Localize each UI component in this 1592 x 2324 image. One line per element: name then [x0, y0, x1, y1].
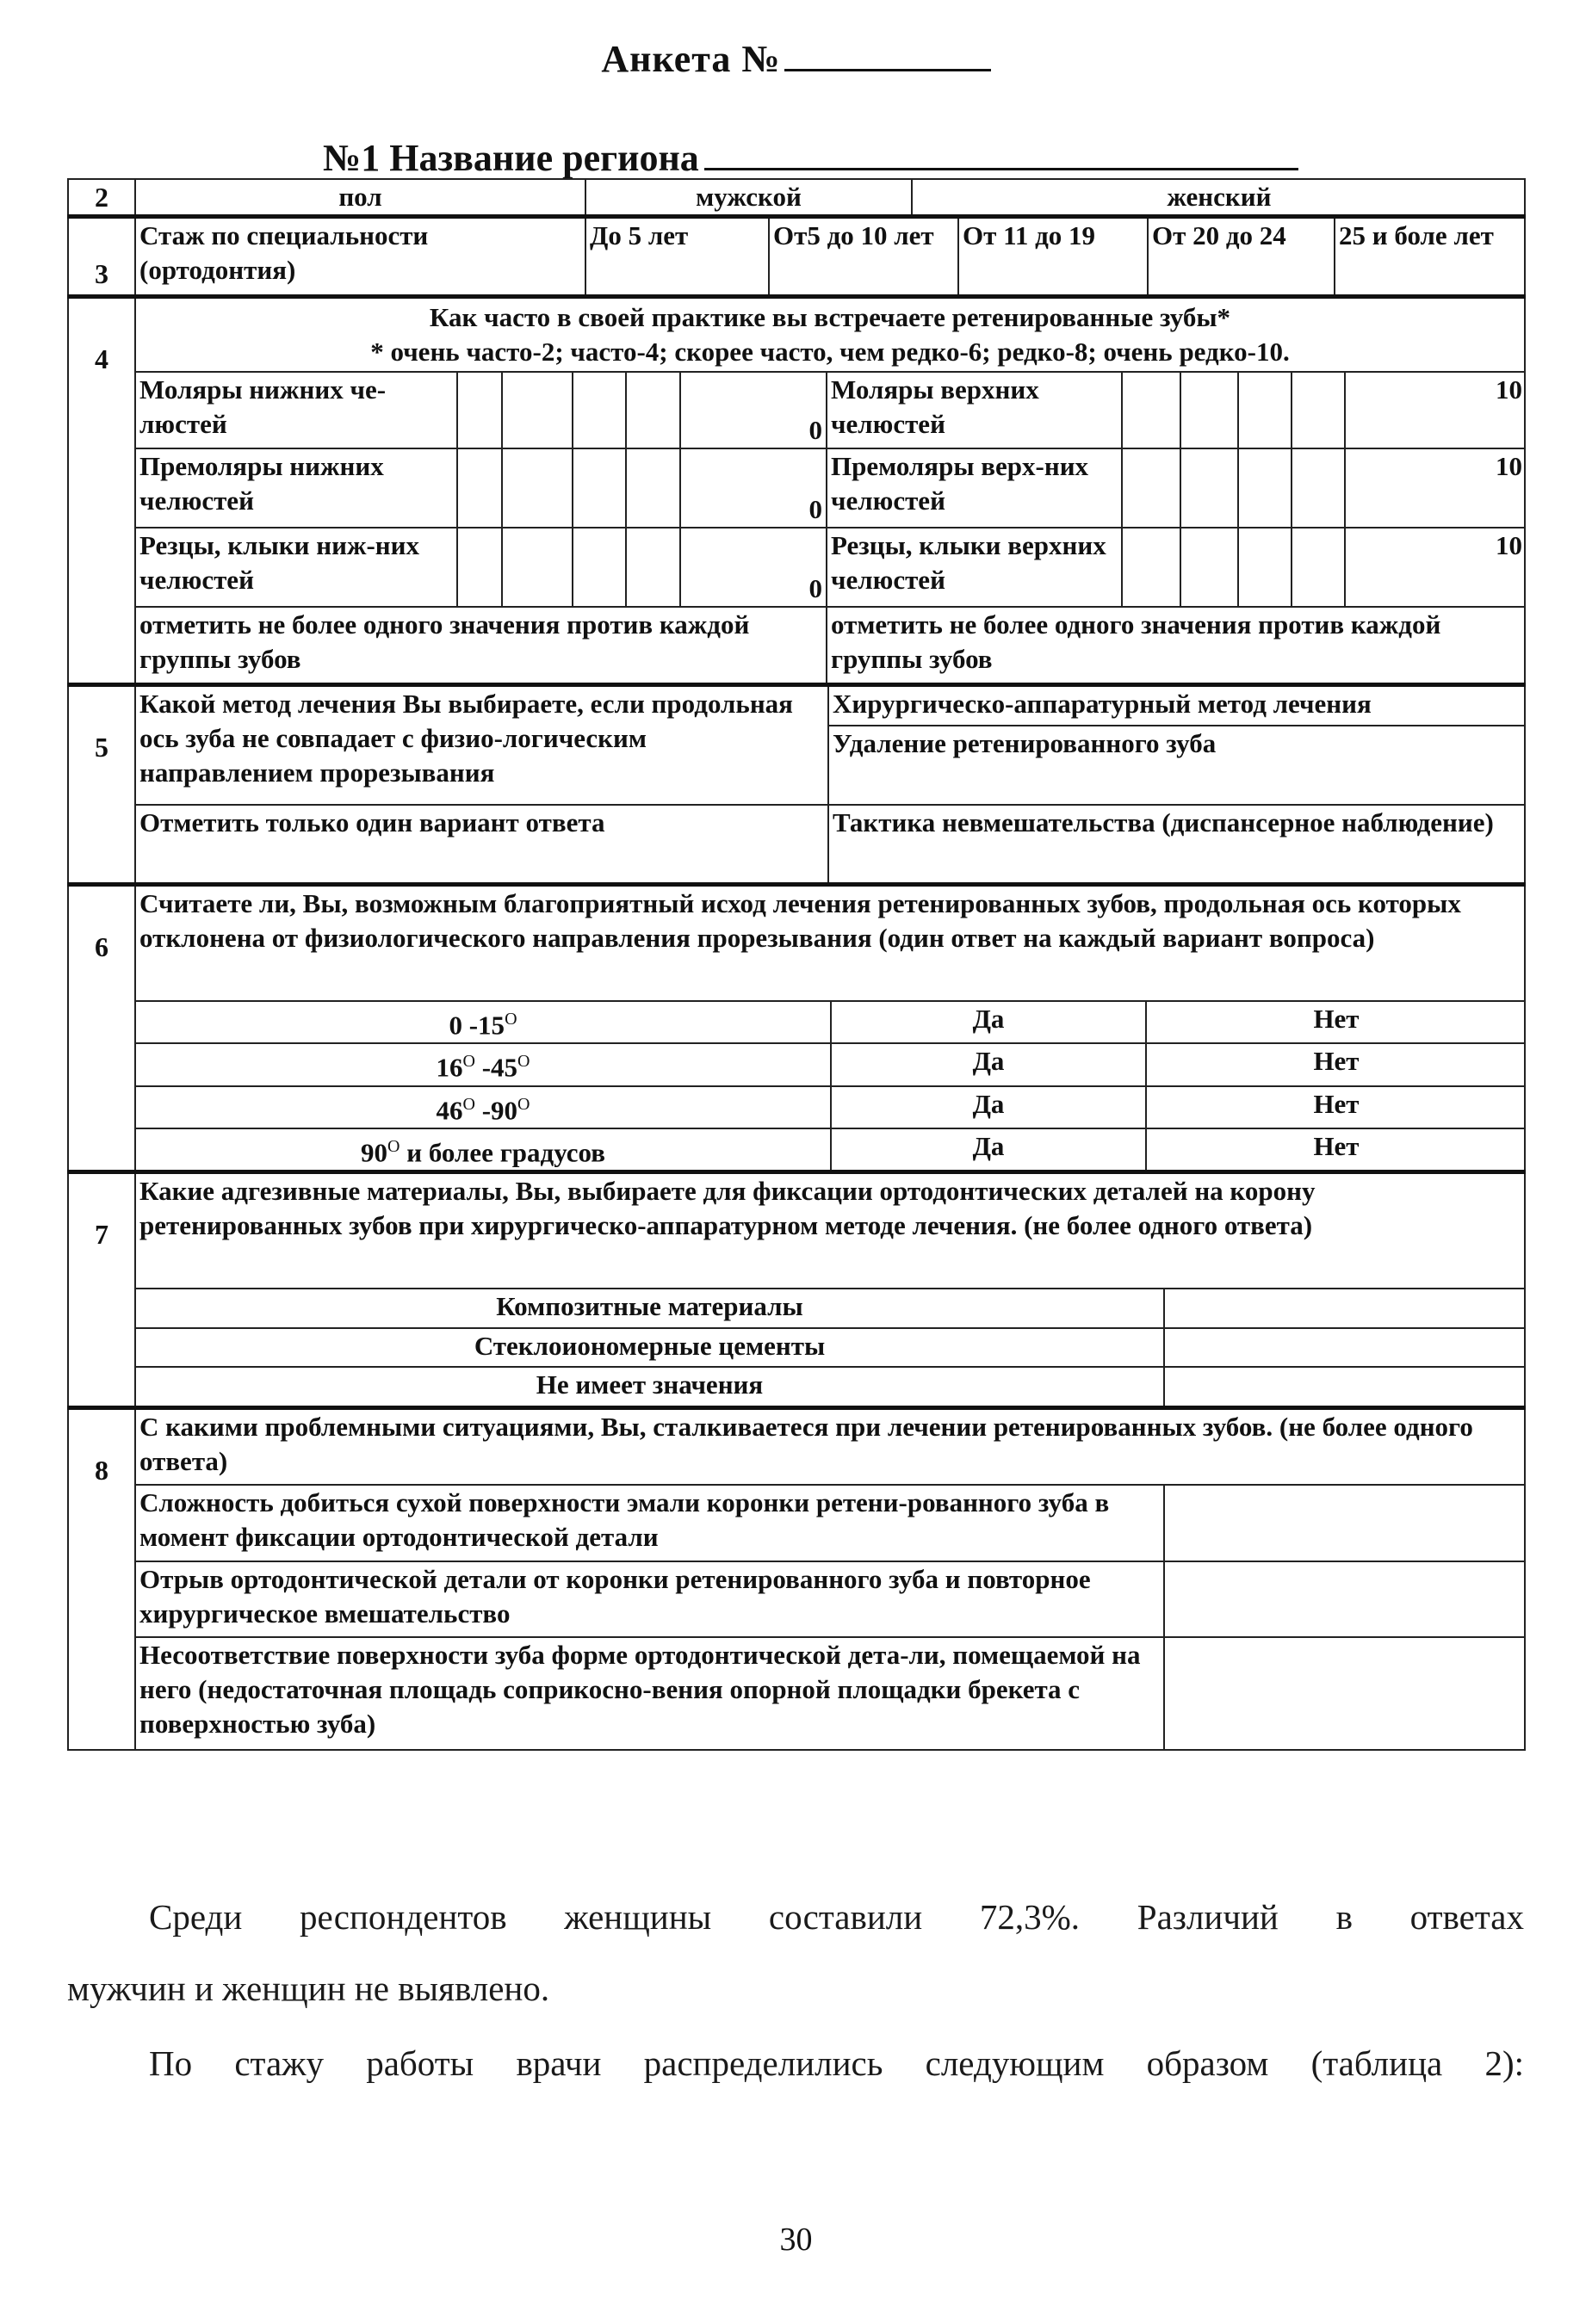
frequency-cell[interactable]	[1292, 373, 1345, 448]
frequency-cell[interactable]	[502, 528, 573, 607]
experience-label: Стаж по специальности (ортодонтия)	[136, 219, 585, 294]
frequency-cell[interactable]	[1238, 448, 1292, 528]
upper-molars-label: Моляры верхних челюстей	[827, 373, 1122, 448]
experience-option[interactable]: От 11 до 19	[958, 219, 1148, 294]
gender-table	[136, 180, 1526, 214]
adhesive-answer-cell[interactable]	[1164, 1328, 1526, 1367]
problems-table	[136, 1486, 1526, 1749]
problem-option: Отрыв ортодонтической детали от коронки ретенированного зуба и повторное хирургическое вмешательство	[136, 1561, 1164, 1637]
adhesive-answer-cell[interactable]	[1164, 1289, 1526, 1328]
upper-premolars-value[interactable]: 10	[1345, 448, 1526, 528]
paragraph-experience: По стажу работы врачи распределились следующим образом (таблица 2):	[149, 2043, 1524, 2083]
row-gender	[68, 179, 1525, 217]
lower-premolars-value[interactable]: 0	[680, 448, 827, 528]
gender-label: пол	[136, 180, 585, 214]
adhesive-option: Не имеет значения	[136, 1367, 1164, 1406]
paragraph-respondents-cont: мужчин и женщин не выявлено.	[67, 1969, 550, 2008]
frequency-scale-note: * очень часто-2; часто-4; скорее часто, чем редко-6; редко-8; очень редко-10.	[370, 337, 1290, 367]
prognosis-table	[136, 1002, 1526, 1170]
problem-answer-cell[interactable]	[1164, 1486, 1526, 1561]
frequency-cell[interactable]	[1180, 448, 1238, 528]
frequency-cell[interactable]	[1122, 448, 1180, 528]
frequency-cell[interactable]	[573, 373, 626, 448]
frequency-cell[interactable]	[1122, 528, 1180, 607]
answer-yes[interactable]: Да	[831, 1086, 1146, 1128]
frequency-cell[interactable]	[1238, 373, 1292, 448]
row-adhesive	[68, 1172, 1525, 1408]
adhesive-option: Стеклоиономерные цементы	[136, 1328, 1164, 1367]
degree-sign: О	[505, 1010, 517, 1029]
answer-yes[interactable]: Да	[831, 1002, 1146, 1043]
answer-yes[interactable]: Да	[831, 1128, 1146, 1170]
region-heading	[323, 133, 1298, 180]
angle-range-a: 0 -15	[449, 1010, 505, 1041]
method-option-observation[interactable]: Тактика невмешательства (диспансерное наблюдение)	[828, 805, 1526, 882]
row-frequency	[68, 297, 1525, 685]
frequency-question: Как часто в своей практике вы встречаете ретенированные зубы*	[429, 302, 1231, 332]
answer-yes[interactable]: Да	[831, 1043, 1146, 1085]
experience-option[interactable]: От 20 до 24	[1148, 219, 1335, 294]
upper-incisors-value[interactable]: 10	[1345, 528, 1526, 607]
frequency-cell[interactable]	[1180, 528, 1238, 607]
angle-range: $90^О$ и более градусов	[136, 1128, 831, 1170]
method-option-extraction[interactable]: Удаление ретенированного зуба	[828, 726, 1526, 805]
instruction-left: отметить не более одного значения против каждой группы зубов	[136, 607, 827, 683]
frequency-cell[interactable]	[502, 448, 573, 528]
row-problems	[68, 1408, 1525, 1751]
lower-incisors-value[interactable]: 0	[680, 528, 827, 607]
adhesive-option: Композитные материалы	[136, 1289, 1164, 1328]
frequency-grid	[136, 373, 1526, 683]
frequency-cell[interactable]	[457, 373, 502, 448]
upper-molars-value[interactable]: 10	[1345, 373, 1526, 448]
form-title-text: Анкета №	[601, 38, 781, 80]
answer-no[interactable]: Нет	[1146, 1128, 1526, 1170]
experience-table	[136, 219, 1526, 294]
row-number: 3	[68, 217, 135, 297]
region-label: №1 Название региона	[323, 137, 699, 179]
instruction-right: отметить не более одного значения против каждой группы зубов	[827, 607, 1526, 683]
lower-incisors-label: Резцы, клыки ниж-них челюстей	[136, 528, 457, 607]
lower-premolars-label: Премоляры нижних челюстей	[136, 448, 457, 528]
adhesive-answer-cell[interactable]	[1164, 1367, 1526, 1406]
method-instruction: Отметить только один вариант ответа	[136, 805, 828, 882]
frequency-cell[interactable]	[457, 528, 502, 607]
prognosis-question: Считаете ли, Вы, возможным благоприятный исход лечения ретенированных зубов, продольная ось которых отклонена от физиологического направления прорезывания (один ответ на каждый вариант вопроса)	[136, 887, 1524, 1002]
row-number: 8	[68, 1408, 135, 1751]
frequency-cell[interactable]	[573, 448, 626, 528]
problem-answer-cell[interactable]	[1164, 1637, 1526, 1749]
method-table	[136, 687, 1526, 882]
upper-incisors-label: Резцы, клыки верхних челюстей	[827, 528, 1122, 607]
region-blank	[704, 133, 1298, 170]
experience-option[interactable]: 25 и боле лет	[1335, 219, 1526, 294]
frequency-cell[interactable]	[1238, 528, 1292, 607]
frequency-question-block	[136, 299, 1524, 373]
page-number: 30	[779, 2222, 813, 2258]
upper-premolars-label: Премоляры верх-них челюстей	[827, 448, 1122, 528]
method-option-surgical[interactable]: Хирургическо-аппаратурный метод лечения	[828, 687, 1526, 726]
frequency-cell[interactable]	[626, 528, 680, 607]
answer-no[interactable]: Нет	[1146, 1043, 1526, 1085]
frequency-cell[interactable]	[1292, 448, 1345, 528]
row-number: 6	[68, 885, 135, 1172]
paragraph-respondents: Среди респондентов женщины составили 72,3%. Различий в ответах	[149, 1897, 1524, 1937]
problems-question: С какими проблемными ситуациями, Вы, сталкиваетеся при лечении ретенированных зубов. (не более одного ответа)	[136, 1410, 1524, 1486]
angle-range: $16^О$ $-45^О$	[136, 1043, 831, 1085]
method-question: Какой метод лечения Вы выбираете, если продольная ось зуба не совпадает с физио-логическим направлением прорезывания	[136, 687, 828, 805]
frequency-cell[interactable]	[1292, 528, 1345, 607]
problem-option: Несоответствие поверхности зуба форме ортодонтической дета-ли, помещаемой на него (недостаточная площадь соприкосно-вения опорной площадки брекета с поверхностью зуба)	[136, 1637, 1164, 1749]
frequency-cell[interactable]	[626, 448, 680, 528]
frequency-cell[interactable]	[573, 528, 626, 607]
experience-option[interactable]: До 5 лет	[585, 219, 769, 294]
questionnaire-table	[67, 178, 1526, 1751]
experience-option[interactable]: От5 до 10 лет	[769, 219, 958, 294]
adhesive-question: Какие адгезивные материалы, Вы, выбираете для фиксации ортодонтических деталей на корону ретенированных зубов при хирургическо-аппаратурном методе лечения. (не более одного ответа)	[136, 1174, 1524, 1289]
angle-range: $46^О$ $-90^О$	[136, 1086, 831, 1128]
problem-answer-cell[interactable]	[1164, 1561, 1526, 1637]
row-experience	[68, 217, 1525, 297]
row-method	[68, 685, 1525, 885]
lower-molars-value[interactable]: 0	[680, 373, 827, 448]
answer-no[interactable]: Нет	[1146, 1002, 1526, 1043]
row-number: 2	[68, 179, 135, 217]
gender-female[interactable]: женский	[912, 180, 1526, 214]
answer-no[interactable]: Нет	[1146, 1086, 1526, 1128]
row-number: 4	[68, 297, 135, 685]
frequency-cell[interactable]	[457, 448, 502, 528]
frequency-cell[interactable]	[1180, 373, 1238, 448]
row-prognosis	[68, 885, 1525, 1172]
angle-range	[136, 1002, 831, 1043]
row-number: 5	[68, 685, 135, 885]
frequency-cell[interactable]	[1122, 373, 1180, 448]
adhesive-table	[136, 1289, 1526, 1406]
form-title	[0, 34, 1592, 81]
gender-male[interactable]: мужской	[585, 180, 912, 214]
row-number: 7	[68, 1172, 135, 1408]
lower-molars-label: Моляры нижних че-люстей	[136, 373, 457, 448]
frequency-cell[interactable]	[626, 373, 680, 448]
form-number-blank	[784, 34, 991, 71]
problem-option: Сложность добиться сухой поверхности эмали коронки ретени-рованного зуба в момент фиксации ортодонтической детали	[136, 1486, 1164, 1561]
frequency-cell[interactable]	[502, 373, 573, 448]
